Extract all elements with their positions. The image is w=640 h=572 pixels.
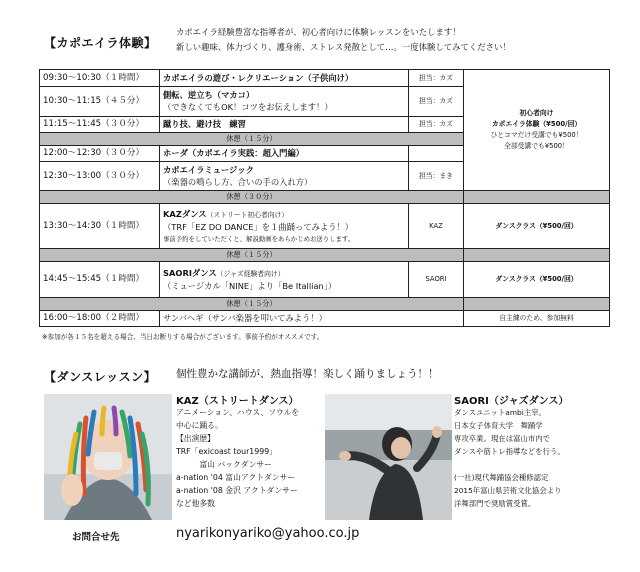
kaz-bio-line: アニメーション、ハウス、ソウルを: [176, 408, 300, 417]
saori-bio-line: (一社)現代舞踊協会種修認定: [454, 473, 549, 482]
table-row: [40, 310, 610, 326]
fee-line1: 初心者向け: [519, 109, 554, 118]
row-note: （ミュージカル「NINE」より「Be Itallian」）: [163, 280, 337, 291]
row-fee: 自主練のため、参加無料: [464, 310, 610, 326]
break-label: 休憩（１５分）: [40, 132, 464, 145]
saori-bio-line: 日本女子体育大学 舞踊学: [454, 421, 543, 430]
row-staff: SAORI: [409, 261, 464, 297]
row-title: カポエイラミュージック: [163, 165, 254, 176]
row-title-cell: [160, 204, 409, 249]
row-time: 13:30〜14:30（１時間）: [40, 204, 160, 249]
row-staff: 担当：カズ: [409, 70, 464, 87]
break-row: [40, 298, 610, 311]
row-title: 側転、逆立ち（マカコ）: [163, 90, 255, 101]
kaz-photo: [44, 394, 172, 520]
saori-bio: [454, 406, 565, 510]
fee-line3: ひとコマだけ受講でも¥500！: [490, 131, 583, 140]
row-staff: 担当：カズ: [409, 87, 464, 117]
break-row: [40, 191, 610, 204]
break-gap: [464, 249, 610, 262]
capoeira-intro-line2: 新しい趣味、体力づくり、護身術、ストレス発散として…。一度体験してみてください！: [176, 42, 511, 52]
table-row: [40, 261, 610, 297]
row-note2: 事前予約をしていただくと、解説動画をあらかじめお送りします。: [163, 234, 355, 243]
kaz-bio-line: a-nation '04 富山アクトダンサー: [176, 473, 296, 482]
row-title-cell: [160, 87, 409, 117]
row-title: カポエイラの遊び・レクリエーション（子供向け）: [160, 70, 409, 87]
kaz-bio-line: TRF「exicoast tour1999」: [176, 447, 277, 456]
schedule-footnote: ※参加が各１５名を超える場合、当日お断りする場合がございます。事前予約がオススメです。: [42, 333, 324, 341]
row-time: 16:00〜18:00（２時間）: [40, 310, 160, 326]
row-title: KAZダンス: [163, 208, 207, 219]
fee-line4: 全部受講でも¥500！: [504, 142, 569, 151]
row-title: ホーダ（カポエイラ実践：超入門編）: [160, 145, 409, 161]
row-title: サンバヘギ（サンバ楽器を叩いてみよう！）: [160, 310, 464, 326]
saori-bio-line: 2015年富山県芸術文化協会より: [454, 486, 562, 495]
fee-beginner-cell: [464, 70, 610, 191]
break-label: 休憩（１５分）: [40, 298, 464, 311]
row-staff: KAZ: [409, 204, 464, 249]
saori-bio-line: 洋舞部門で奨励賞受賞。: [454, 499, 536, 508]
row-note: （TRF「EZ DO DANCE」を１曲踊ってみよう！）: [163, 221, 354, 232]
saori-photo-graphic: [325, 394, 452, 520]
contact-email[interactable]: nyarikonyariko@yahoo.co.jp: [176, 526, 360, 541]
kaz-name: KAZ（ストリートダンス）: [176, 396, 299, 407]
table-row: [40, 70, 610, 87]
break-row: [40, 249, 610, 262]
kaz-bio-line: 【出演歴】: [176, 434, 215, 443]
kaz-bio-line: a-nation '08 金沢 アクトダンサー: [176, 486, 298, 495]
dance-heading: 【ダンスレッスン】: [44, 370, 157, 384]
break-gap: [464, 298, 610, 311]
break-label: 休憩（１５分）: [40, 249, 464, 262]
row-note: （できなくてもOK！コツをお伝えします！）: [163, 102, 333, 113]
kaz-bio-line: 中心に踊る。: [176, 421, 223, 430]
row-sub: （ジャズ経験者向け）: [216, 269, 285, 278]
row-staff: 担当：カズ: [409, 116, 464, 132]
dance-intro: 個性豊かな講師が、熱血指導！楽しく踊りましょう！！: [176, 368, 439, 380]
row-staff: 担当：まき: [409, 161, 464, 191]
row-time: 10:30〜11:15（４５分）: [40, 87, 160, 117]
fee-line2: カポエイラ体験（¥500/回）: [491, 120, 582, 129]
capoeira-heading: 【カポエイラ体験】: [44, 36, 157, 50]
row-title: SAORIダンス: [163, 267, 217, 278]
row-fee: ダンスクラス（¥500/回）: [464, 204, 610, 249]
saori-bio-line: ダンスユニットambi主宰。: [454, 408, 546, 417]
row-sub: （ストリート初心者向け）: [206, 210, 289, 219]
row-time: 12:30〜13:00（３０分）: [40, 161, 160, 191]
saori-bio-spacer: [454, 458, 565, 471]
row-time: 09:30〜10:30（１時間）: [40, 70, 160, 87]
contact-label: お問合せ先: [72, 532, 120, 543]
schedule-table: [39, 69, 610, 327]
row-fee: ダンスクラス（¥500/回）: [464, 261, 610, 297]
kaz-photo-graphic: [44, 394, 172, 520]
row-note: （楽器の鳴らし方、合いの手の入れ方）: [163, 177, 313, 188]
saori-bio-line: ダンスや筋トレ指導などを行う。: [454, 447, 565, 456]
saori-photo: [325, 394, 452, 520]
kaz-bio-line: など他多数: [176, 499, 215, 508]
row-title-cell: [160, 161, 409, 191]
kaz-bio-line: 富山 バックダンサー: [176, 460, 272, 469]
row-time: 14:45〜15:45（１時間）: [40, 261, 160, 297]
break-label: 休憩（３０分）: [40, 191, 464, 204]
table-row: [40, 204, 610, 249]
row-title-cell: [160, 261, 409, 297]
break-gap: [464, 191, 610, 204]
saori-bio-line: 専攻卒業。現在は富山市内で: [454, 434, 551, 443]
kaz-bio: [176, 406, 299, 510]
row-time: 12:00〜12:30（３０分）: [40, 145, 160, 161]
row-title: 蹴り技、避け技 練習: [160, 116, 409, 132]
row-staff-empty: [409, 145, 464, 161]
saori-name: SAORI（ジャズダンス）: [454, 396, 569, 407]
capoeira-intro-line1: カポエイラ経験豊富な指導者が、初心者向けに体験レッスンをいたします！: [176, 27, 461, 37]
row-time: 11:15〜11:45（３０分）: [40, 116, 160, 132]
